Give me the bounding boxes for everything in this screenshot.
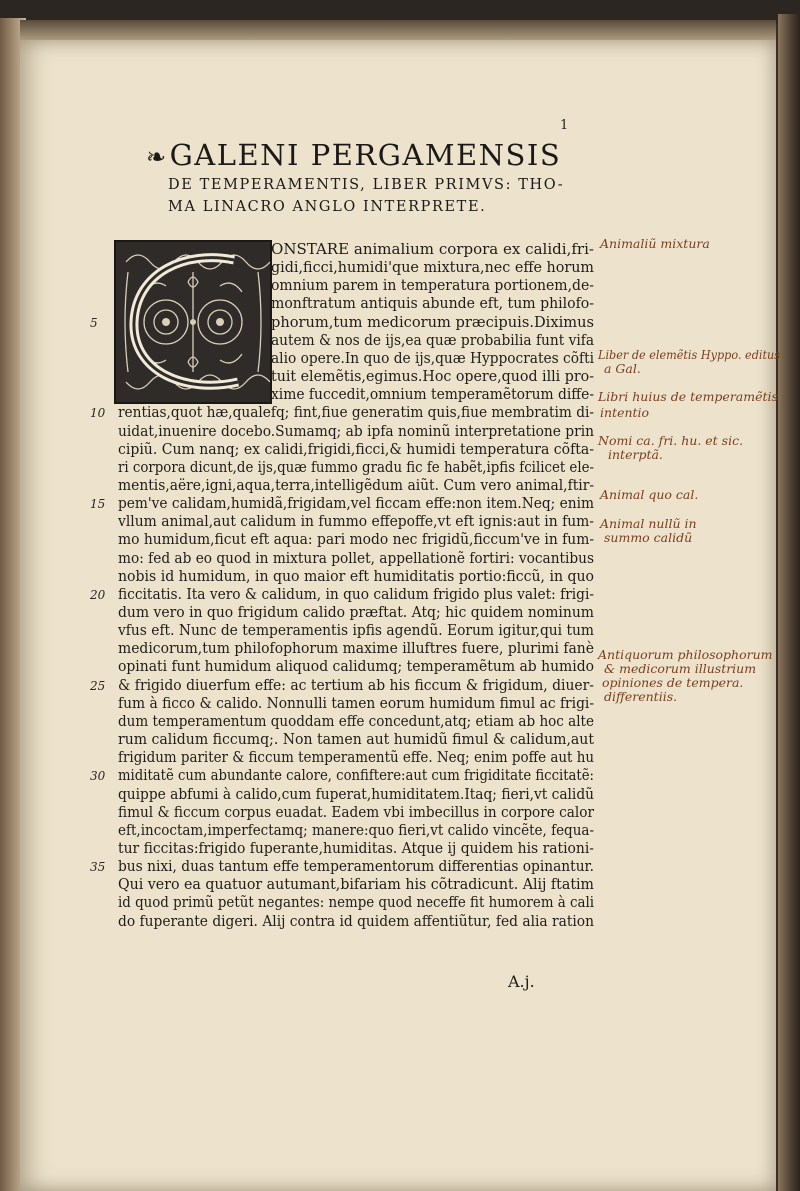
margin-note: Libri huius de temperamẽtis — [598, 389, 778, 404]
fleuron-icon: ❧ — [146, 143, 168, 171]
text-line: opinati funt humidum aliquod calidumq; temperamẽtum ab humido — [118, 657, 594, 676]
line-number: 5 — [90, 315, 98, 330]
line-number: 35 — [90, 860, 106, 875]
margin-note: interptã. — [608, 447, 663, 462]
text-line: mo humidum,ficut eft aqua: pari modo nec frigidũ,ficcum've in fum- — [118, 530, 594, 549]
text-line: pem've calidam,humidã,frigidam,vel ficcam effe:non item.Neq; enim — [118, 494, 594, 513]
text-line: fum à ficco & calido. Nonnulli tamen eorum humidum fimul ac frigi- — [118, 693, 594, 712]
subtitle-line-2: MA LINACRO ANGLO INTERPRETE. — [168, 199, 487, 215]
text-line: fimul & ficcum corpus euadat. Eadem vbi imbecillus in corpore calor — [118, 802, 594, 821]
book-edge — [778, 14, 800, 1191]
text-line: autem & nos de ijs,ea quæ probabilia funt vifa — [271, 330, 594, 349]
text-line: Qui vero ea quatuor autumant,bifariam his cõtradicunt. Alij ftatim — [118, 875, 594, 894]
margin-note: Antiquorum philosophorum — [598, 647, 773, 662]
text-line: vfus eft. Nunc de temperamentis ipfis agendũ. Eorum igitur,qui tum — [118, 621, 594, 640]
margin-note: Liber de elemẽtis Hyppo. editus — [598, 347, 780, 362]
text-line: gidi,ficci,humidi'que mixtura,nec effe horum — [271, 258, 594, 277]
text-line: quippe abfumi à calido,cum fuperat,humiditatem.Itaq; fieri,vt calidũ — [118, 784, 594, 803]
text-line: eft,incoctam,imperfectamq; manere:quo fieri,vt calido vincẽte, fequa- — [118, 820, 594, 839]
text-line: id quod primũ petũt negantes: nempe quod neceffe fit humorem à cali — [118, 893, 594, 912]
margin-note: Nomi ca. fri. hu. et sic. — [598, 433, 744, 448]
signature-mark: A.j. — [508, 972, 535, 991]
margin-note: Animaliũ mixtura — [600, 236, 710, 251]
text-line: tuit elemẽtis,egimus.Hoc opere,quod illi pro- — [271, 367, 594, 386]
text-line: bus nixi, duas tantum effe temperamentorum differentias opinantur. — [118, 857, 594, 876]
text-line: cipiũ. Cum nanq; ex calidi,frigidi,ficci,& humidi temperatura cõfta- — [118, 439, 594, 458]
text-line: tur ficcitas:frigido fuperante,humiditas. Atque ij quidem his rationi- — [118, 838, 594, 857]
text-line: vllum animal,aut calidum in fummo effepoffe,vt eft ignis:aut in fum- — [118, 512, 594, 531]
text-line: omnium parem in temperatura portionem,de- — [271, 276, 594, 295]
title-text: GALENI PERGAMENSIS — [169, 138, 562, 172]
text-line: dum temperamentum quoddam effe concedunt,atq; etiam ab hoc alte — [118, 711, 594, 730]
decorated-initial-c-icon — [114, 240, 272, 404]
margin-note: opiniones de tempera. — [602, 675, 744, 690]
margin-note: intentio — [600, 405, 650, 420]
margin-note: differentiis. — [604, 689, 678, 704]
text-line: monftratum antiquis abunde eft, tum philofo- — [271, 294, 594, 313]
margin-note: Animal quo cal. — [600, 487, 699, 502]
text-line: miditatẽ cum abundante calore, confiftere:aut cum frigiditate ficcitatẽ: — [118, 766, 594, 785]
text-line: frigidum pariter & ficcum temperamentũ effe. Neq; enim poffe aut hu — [118, 748, 594, 767]
text-line: mo: fed ab eo quod in mixtura pollet, appellationẽ fortiri: vocantibus — [118, 548, 594, 567]
text-line: mentis,aëre,igni,aqua,terra,intelligẽdum aiũt. Cum vero animal,ftir- — [118, 475, 594, 494]
margin-note: Animal nullũ in — [600, 516, 697, 531]
page-title — [146, 138, 561, 172]
text-line: nobis id humidum, in quo maior eft humiditatis portio:ficcũ, in quo — [118, 566, 594, 585]
text-line: ficcitatis. Ita vero & calidum, in quo calidum frigido plus valet: frigi- — [118, 584, 594, 603]
text-line: xime fuccedit,omnium temperamẽtorum diffe- — [271, 385, 594, 404]
text-line: ONSTARE animalium corpora ex calidi,fri- — [271, 240, 594, 258]
line-number: 10 — [90, 406, 106, 421]
text-line: dum vero in quo frigidum calido præftat. Atq; hic quidem nominum — [118, 603, 594, 621]
text-line: ri corpora dicunt,de ijs,quæ fummo gradu fic fe habẽt,ipfis fcilicet ele- — [118, 457, 594, 476]
text-line: & frigido diuerfum effe: ac tertium ab his ficcum & frigidum, diuer- — [118, 675, 594, 694]
line-number: 15 — [90, 497, 106, 512]
line-number: 30 — [90, 769, 106, 784]
subtitle-line-1: DE TEMPERAMENTIS, LIBER PRIMVS: THO- — [168, 177, 565, 193]
text-line: rentias,quot hæ,qualefq; fint,fiue generatim quis,fiue membratim di- — [118, 403, 594, 422]
margin-note: summo calidũ — [604, 530, 693, 545]
folio-number: 1 — [560, 118, 569, 133]
text-line: phorum,tum medicorum præcipuis.Diximus — [271, 312, 594, 331]
line-number: 25 — [90, 678, 106, 693]
line-number: 20 — [90, 587, 106, 602]
text-line: uidat,inuenire docebo.Sumamq; ab ipfa nominũ interpretatione prin — [118, 421, 594, 440]
text-line: alio opere.In quo de ijs,quæ Hyppocrates cõfti — [271, 348, 594, 367]
text-line: do fuperante digeri. Alij contra id quidem affentiũtur, fed alia ration — [118, 911, 594, 930]
text-line: medicorum,tum philofophorum maxime illuftres fuere, plurimi fanè — [118, 639, 594, 658]
margin-note: & medicorum illustrium — [604, 661, 757, 676]
margin-note: a Gal. — [604, 361, 641, 376]
text-line: rum calidum ficcumq;. Non tamen aut humidũ fimul & calidum,aut — [118, 730, 594, 749]
